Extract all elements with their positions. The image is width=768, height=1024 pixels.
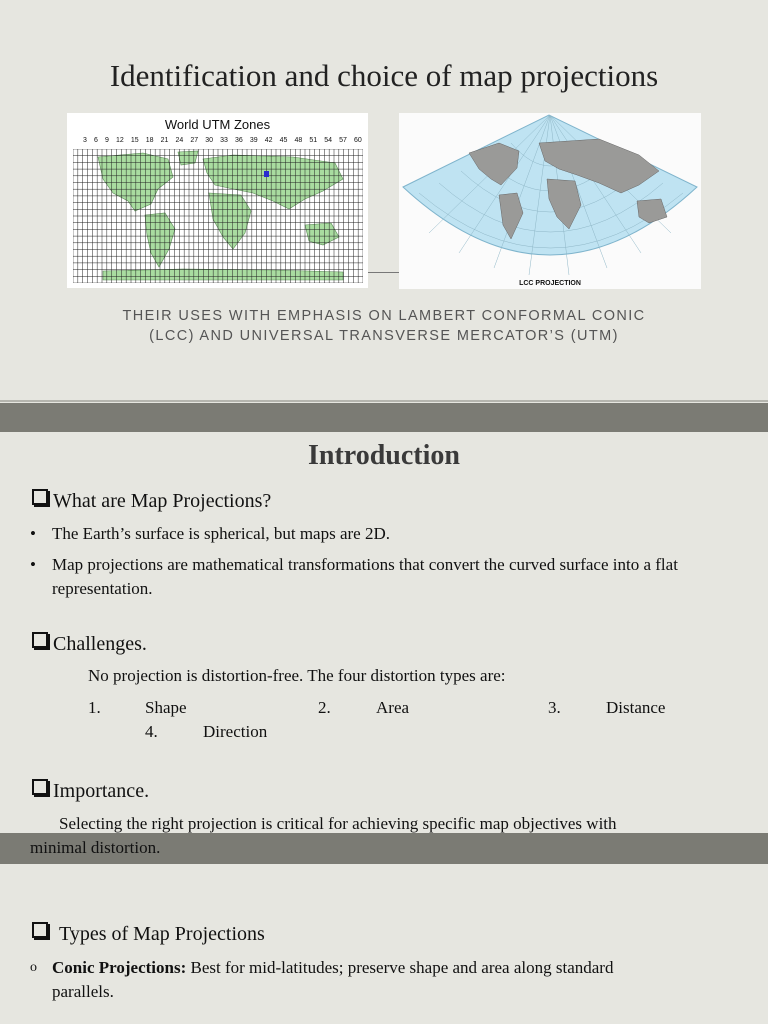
distortion-num-4: 4.: [145, 722, 158, 741]
utm-zone-number: 51: [309, 137, 318, 144]
utm-zone-number: 27: [190, 137, 199, 144]
importance-line-2: minimal distortion.: [30, 838, 161, 857]
utm-zone-number: 30: [205, 137, 213, 144]
importance-heading: Importance.: [53, 780, 150, 802]
lcc-projection-image: [399, 113, 701, 289]
utm-zones-image: [67, 113, 368, 288]
bullet-text: Map projections are mathematical transformations that convert the curved surface into a flat representation.: [52, 555, 678, 598]
importance-line-1: Selecting the right projection is critical for achieving specific map objectives with: [59, 814, 617, 833]
conic-item: [30, 956, 740, 1004]
distortion-num-1: 1.: [88, 698, 101, 717]
utm-zone-number: 39: [249, 137, 258, 144]
distortion-label-1: Shape: [145, 698, 187, 717]
subtitle: [60, 306, 708, 346]
conic-label: Conic Projections:: [52, 958, 187, 977]
bullet-dot-icon: •: [30, 555, 36, 574]
what-heading-row: [32, 490, 271, 513]
distortion-num-3: 3.: [548, 698, 561, 717]
page-title: Identification and choice of map projections: [109, 58, 659, 93]
utm-zone-number: 54: [324, 137, 332, 144]
distortion-label-3: Distance: [606, 698, 666, 717]
challenges-text: No projection is distortion-free. The four distortion types are:: [88, 666, 506, 685]
challenges-heading: Challenges.: [53, 633, 147, 655]
conic-text-1: Best for mid-latitudes; preserve shape and area along standard: [186, 958, 614, 977]
utm-zone-number: 57: [339, 137, 347, 144]
utm-zone-number: 24: [175, 137, 184, 144]
importance-heading-row: [32, 780, 149, 803]
hollow-circle-bullet-icon: o: [30, 960, 37, 975]
conic-text-2: parallels.: [52, 982, 114, 1001]
utm-grid-map: [73, 149, 363, 283]
utm-zone-number: 3: [83, 137, 87, 144]
challenges-heading-row: [32, 633, 147, 656]
subtitle-line-2: (LCC) AND UNIVERSAL TRANSVERSE MERCATOR’S (UTM): [149, 328, 619, 344]
utm-zone-number: 12: [115, 137, 124, 144]
lcc-caption: LCC PROJECTION: [519, 280, 581, 287]
utm-zone-number: 21: [160, 137, 169, 144]
bullet-item: [30, 553, 740, 601]
checkbox-square-icon: [32, 632, 48, 648]
what-heading: What are Map Projections?: [53, 490, 272, 512]
distortion-label-4: Direction: [203, 722, 268, 741]
checkbox-square-icon: [32, 922, 48, 938]
bullet-item: [30, 522, 740, 546]
bullet-dot-icon: •: [30, 524, 36, 543]
utm-zone-number: 45: [279, 137, 288, 144]
utm-zone-number: 15: [130, 137, 139, 144]
utm-zone-number: 36: [234, 137, 243, 144]
utm-image-title: World UTM Zones: [164, 117, 271, 132]
checkbox-square-icon: [32, 489, 48, 505]
bullet-text: The Earth’s surface is spherical, but maps are 2D.: [52, 524, 390, 543]
checkbox-square-icon: [32, 779, 48, 795]
divider-band-top: [0, 403, 768, 432]
utm-zone-number: 6: [93, 137, 98, 144]
subtitle-line-1: THEIR USES WITH EMPHASIS ON LAMBERT CONFORMAL CONIC: [122, 308, 646, 324]
types-heading: Types of Map Projections: [59, 923, 265, 945]
image-connector-line: [368, 272, 399, 273]
divider-line: [0, 400, 768, 402]
types-heading-row: [32, 923, 265, 946]
utm-zone-number: 33: [220, 137, 228, 144]
distortion-label-2: Area: [376, 698, 410, 717]
utm-zone-number: 42: [264, 137, 273, 144]
utm-zone-number: 48: [294, 137, 303, 144]
utm-zone-number: 18: [145, 137, 154, 144]
distortion-num-2: 2.: [318, 698, 331, 717]
utm-zone-number: 9: [104, 137, 109, 144]
lcc-cone-map: [399, 113, 701, 289]
intro-heading: Introduction: [308, 440, 460, 471]
utm-zone-number: 60: [353, 137, 362, 144]
utm-zone-numbers: [83, 137, 362, 144]
